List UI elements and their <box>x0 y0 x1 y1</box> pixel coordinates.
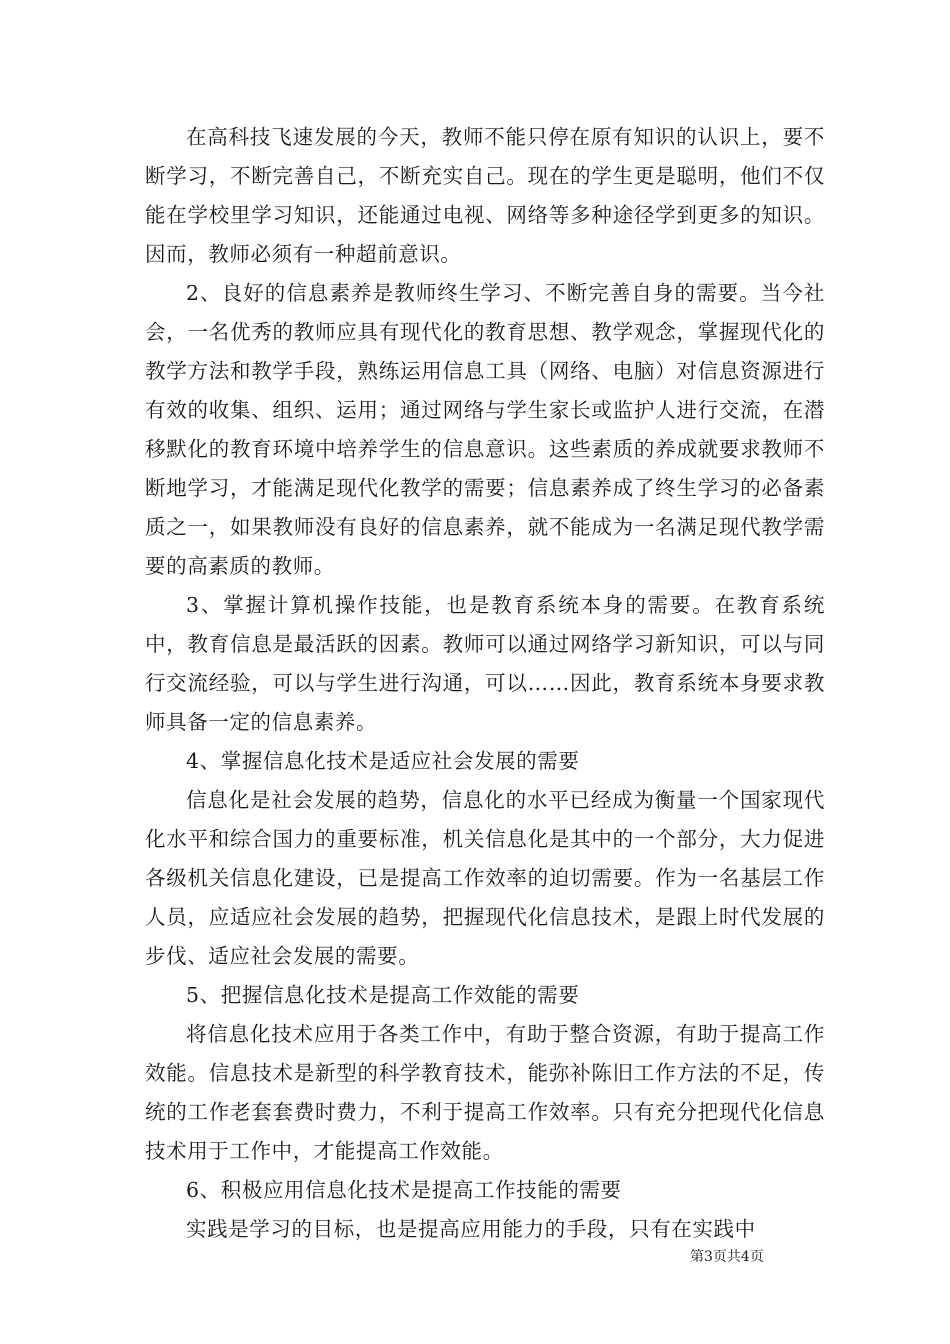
paragraph-point-3: 3、掌握计算机操作技能，也是教育系统本身的需要。在教育系统中，教育信息是最活跃的因素。教师可以通过网络学习新知识，可以与同行交流经验，可以与学生进行沟通，可以……因此，教育系统本身要求教师具备一定的信息素养。 <box>145 593 825 734</box>
document-body <box>145 118 825 1249</box>
heading-point-4: 4、掌握信息化技术是适应社会发展的需要 <box>186 749 580 773</box>
page-number-footer: 第3页共4页 <box>690 1249 764 1265</box>
paragraph-point-2: 2、良好的信息素养是教师终生学习、不断完善自身的需要。当今社会，一名优秀的教师应具有现代化的教育思想、教学观念，掌握现代化的教学方法和教学手段，熟练运用信息工具（网络、电脑）对信息资源进行有效的收集、组织、运用；通过网络与学生家长或监护人进行交流，在潜移默化的教育环境中培养学生的信息意识。这些素质的养成就要求教师不断地学习，才能满足现代化教学的需要；信息素养成了终生学习的必备素质之一，如果教师没有良好的信息素养，就不能成为一名满足现代教学需要的高素质的教师。 <box>145 281 825 578</box>
paragraph-point-5-body: 将信息化技术应用于各类工作中，有助于整合资源，有助于提高工作效能。信息技术是新型的科学教育技术，能弥补陈旧工作方法的不足，传统的工作老套套费时费力，不利于提高工作效率。只有充分把现代化信息技术用于工作中，才能提高工作效能。 <box>145 1022 825 1163</box>
paragraph-point-4-body: 信息化是社会发展的趋势，信息化的水平已经成为衡量一个国家现代化水平和综合国力的重要标准，机关信息化是其中的一个部分，大力促进各级机关信息化建设，已是提高工作效率的迫切需要。作为一名基层工作人员，应适应社会发展的趋势，把握现代化信息技术，是跟上时代发展的步伐、适应社会发展的需要。 <box>145 788 825 968</box>
heading-point-5: 5、把握信息化技术是提高工作效能的需要 <box>186 983 580 1007</box>
heading-point-6: 6、积极应用信息化技术是提高工作技能的需要 <box>186 1178 622 1202</box>
paragraph-intro: 在高科技飞速发展的今天，教师不能只停在原有知识的认识上，要不断学习，不断完善自己，不断充实自己。现在的学生更是聪明，他们不仅能在学校里学习知识，还能通过电视、网络等多种途径学到更多的知识。因而，教师必须有一种超前意识。 <box>145 125 825 266</box>
paragraph-point-6-body: 实践是学习的目标，也是提高应用能力的手段，只有在实践中 <box>186 1217 756 1241</box>
